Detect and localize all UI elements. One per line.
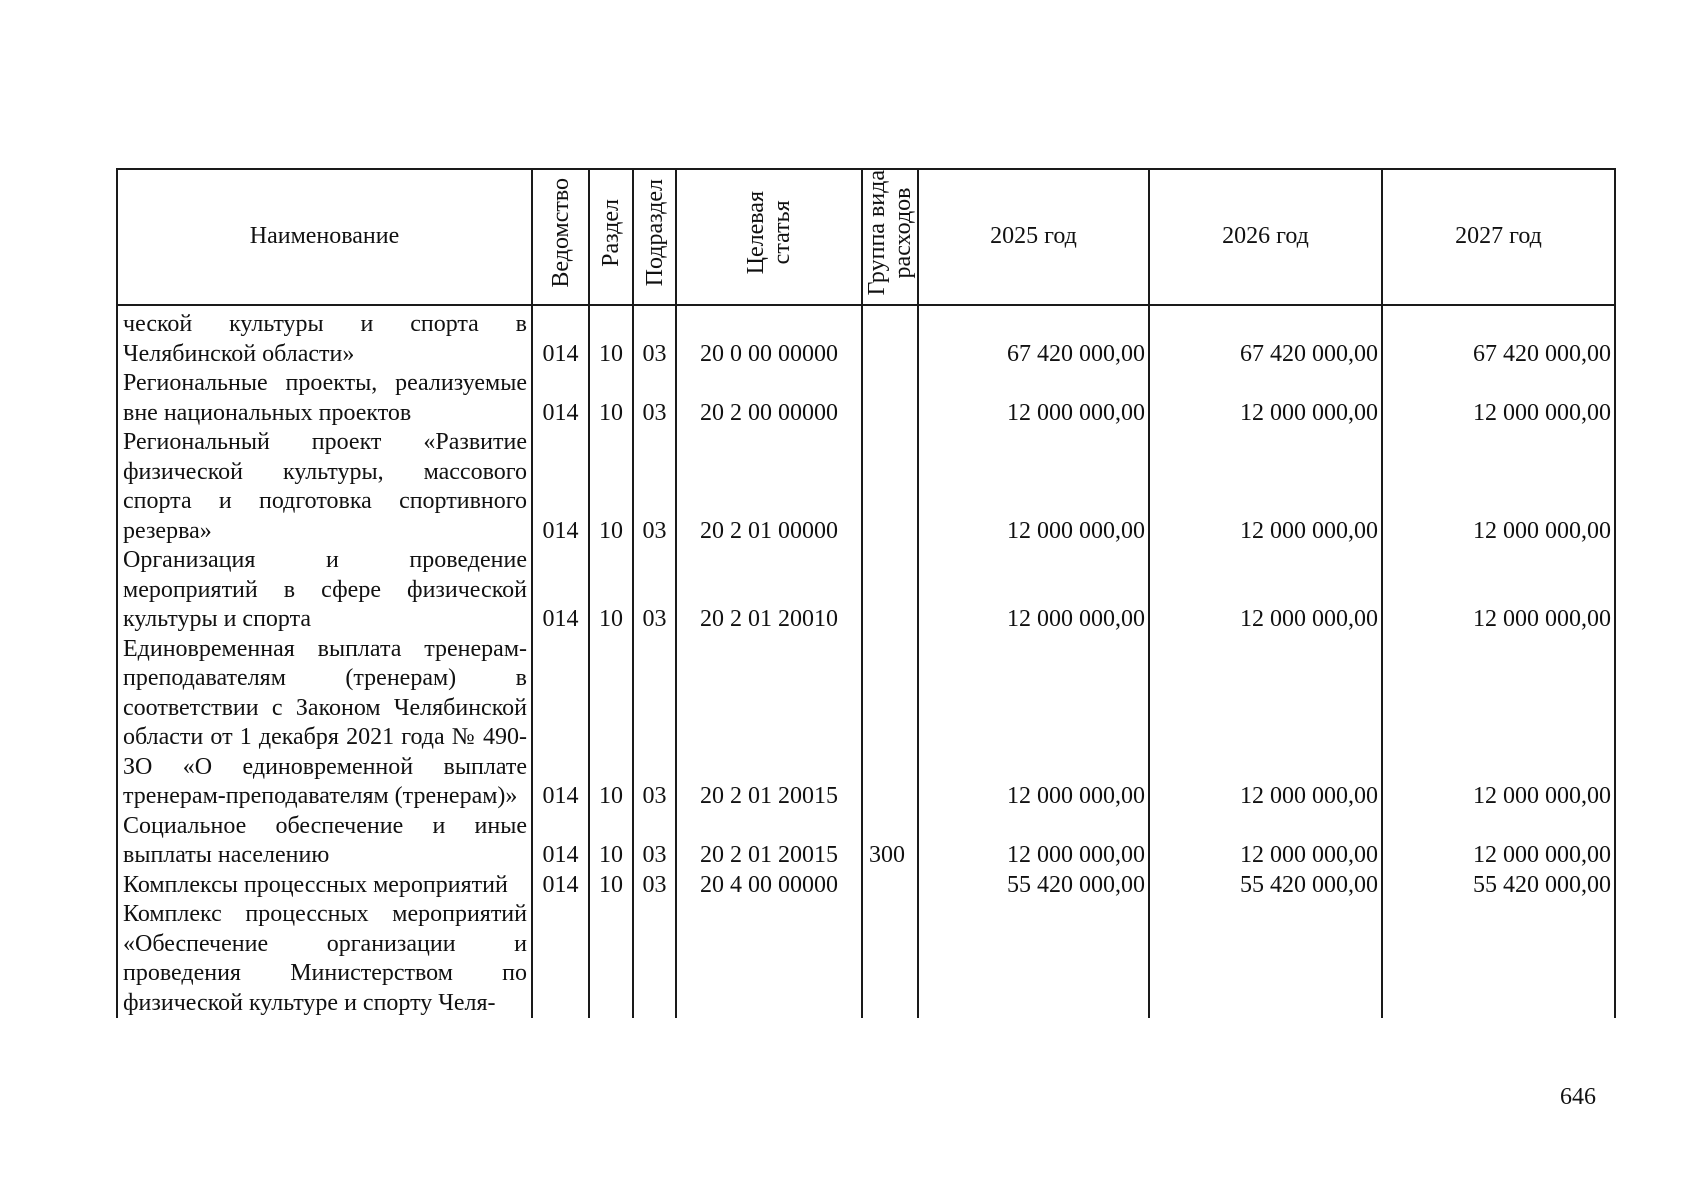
row-subsection: 03 bbox=[633, 635, 676, 812]
header-year-1: 2025 год bbox=[918, 169, 1149, 305]
header-year-3: 2027 год bbox=[1382, 169, 1615, 305]
row-group bbox=[862, 428, 918, 546]
page-number: 646 bbox=[1560, 1084, 1596, 1110]
row-dept: 014 bbox=[532, 871, 589, 901]
row-year-3: 12 000 000,00 bbox=[1382, 546, 1615, 635]
row-year-2: 12 000 000,00 bbox=[1149, 369, 1382, 428]
row-name: Социальное обеспечение и иные выплаты населению bbox=[117, 812, 532, 871]
table-row bbox=[117, 871, 1615, 901]
row-year-3: 12 000 000,00 bbox=[1382, 369, 1615, 428]
table-body bbox=[117, 305, 1615, 1018]
row-dept: 014 bbox=[532, 369, 589, 428]
row-year-2: 12 000 000,00 bbox=[1149, 812, 1382, 871]
row-group bbox=[862, 305, 918, 369]
row-dept: 014 bbox=[532, 812, 589, 871]
row-target: 20 2 01 00000 bbox=[676, 428, 862, 546]
row-name: Региональный проект «Развитие физической культуры, массового спорта и подготовка спортивного резерва» bbox=[117, 428, 532, 546]
row-year-3: 67 420 000,00 bbox=[1382, 305, 1615, 369]
row-group: 300 bbox=[862, 812, 918, 871]
row-section: 10 bbox=[589, 635, 633, 812]
row-group bbox=[862, 369, 918, 428]
table-row bbox=[117, 428, 1615, 546]
row-dept: 014 bbox=[532, 428, 589, 546]
row-year-1: 12 000 000,00 bbox=[918, 635, 1149, 812]
row-group bbox=[862, 871, 918, 901]
row-section: 10 bbox=[589, 305, 633, 369]
row-year-2: 12 000 000,00 bbox=[1149, 635, 1382, 812]
header-group: Группа вида расходов bbox=[862, 169, 918, 305]
row-section: 10 bbox=[589, 428, 633, 546]
header-section: Раздел bbox=[589, 169, 633, 305]
row-target: 20 2 01 20015 bbox=[676, 635, 862, 812]
row-target: 20 2 01 20015 bbox=[676, 812, 862, 871]
row-year-2: 12 000 000,00 bbox=[1149, 546, 1382, 635]
row-name: Региональные проекты, реализуемые вне национальных проектов bbox=[117, 369, 532, 428]
row-year-1: 12 000 000,00 bbox=[918, 546, 1149, 635]
table-row bbox=[117, 546, 1615, 635]
row-name: ческой культуры и спорта в Челябинской области» bbox=[117, 305, 532, 369]
row-section: 10 bbox=[589, 871, 633, 901]
row-subsection: 03 bbox=[633, 871, 676, 901]
table-row-continued bbox=[117, 900, 1615, 1018]
row-subsection: 03 bbox=[633, 546, 676, 635]
row-year-1: 55 420 000,00 bbox=[918, 871, 1149, 901]
row-section: 10 bbox=[589, 369, 633, 428]
row-dept: 014 bbox=[532, 305, 589, 369]
row-year-1: 12 000 000,00 bbox=[918, 369, 1149, 428]
table-row bbox=[117, 369, 1615, 428]
row-name: Комплекс процессных мероприятий «Обеспечение организации и проведения Министерством по физической культуре и спорту Челя- bbox=[117, 900, 532, 1018]
row-subsection: 03 bbox=[633, 428, 676, 546]
row-name: Единовременная выплата тренерам-преподавателям (тренерам) в соответствии с Законом Челябинской области от 1 декабря 2021 года № 490-ЗО «О единовременной выплате тренерам-преподавателям (тренерам)» bbox=[117, 635, 532, 812]
header-year-2: 2026 год bbox=[1149, 169, 1382, 305]
row-subsection: 03 bbox=[633, 369, 676, 428]
row-year-3: 12 000 000,00 bbox=[1382, 428, 1615, 546]
row-year-3: 12 000 000,00 bbox=[1382, 635, 1615, 812]
header-target: Целевая статья bbox=[676, 169, 862, 305]
row-year-1: 67 420 000,00 bbox=[918, 305, 1149, 369]
row-year-2: 67 420 000,00 bbox=[1149, 305, 1382, 369]
row-year-2: 55 420 000,00 bbox=[1149, 871, 1382, 901]
row-section: 10 bbox=[589, 812, 633, 871]
row-subsection: 03 bbox=[633, 305, 676, 369]
row-year-2: 12 000 000,00 bbox=[1149, 428, 1382, 546]
row-subsection: 03 bbox=[633, 812, 676, 871]
row-target: 20 2 00 00000 bbox=[676, 369, 862, 428]
row-dept: 014 bbox=[532, 546, 589, 635]
table-header bbox=[117, 169, 1615, 305]
row-group bbox=[862, 635, 918, 812]
header-name: Наименование bbox=[117, 169, 532, 305]
header-dept: Ведомство bbox=[532, 169, 589, 305]
row-target: 20 2 01 20010 bbox=[676, 546, 862, 635]
row-group bbox=[862, 546, 918, 635]
header-subsection: Подраздел bbox=[633, 169, 676, 305]
row-year-1: 12 000 000,00 bbox=[918, 812, 1149, 871]
table-row bbox=[117, 305, 1615, 369]
row-section: 10 bbox=[589, 546, 633, 635]
row-target: 20 0 00 00000 bbox=[676, 305, 862, 369]
row-target: 20 4 00 00000 bbox=[676, 871, 862, 901]
budget-table bbox=[116, 168, 1616, 1018]
row-year-3: 12 000 000,00 bbox=[1382, 812, 1615, 871]
row-year-1: 12 000 000,00 bbox=[918, 428, 1149, 546]
table-row bbox=[117, 635, 1615, 812]
row-name: Комплексы процессных мероприятий bbox=[117, 871, 532, 901]
row-name: Организация и проведение мероприятий в сфере физической культуры и спорта bbox=[117, 546, 532, 635]
row-year-3: 55 420 000,00 bbox=[1382, 871, 1615, 901]
row-dept: 014 bbox=[532, 635, 589, 812]
table-row bbox=[117, 812, 1615, 871]
